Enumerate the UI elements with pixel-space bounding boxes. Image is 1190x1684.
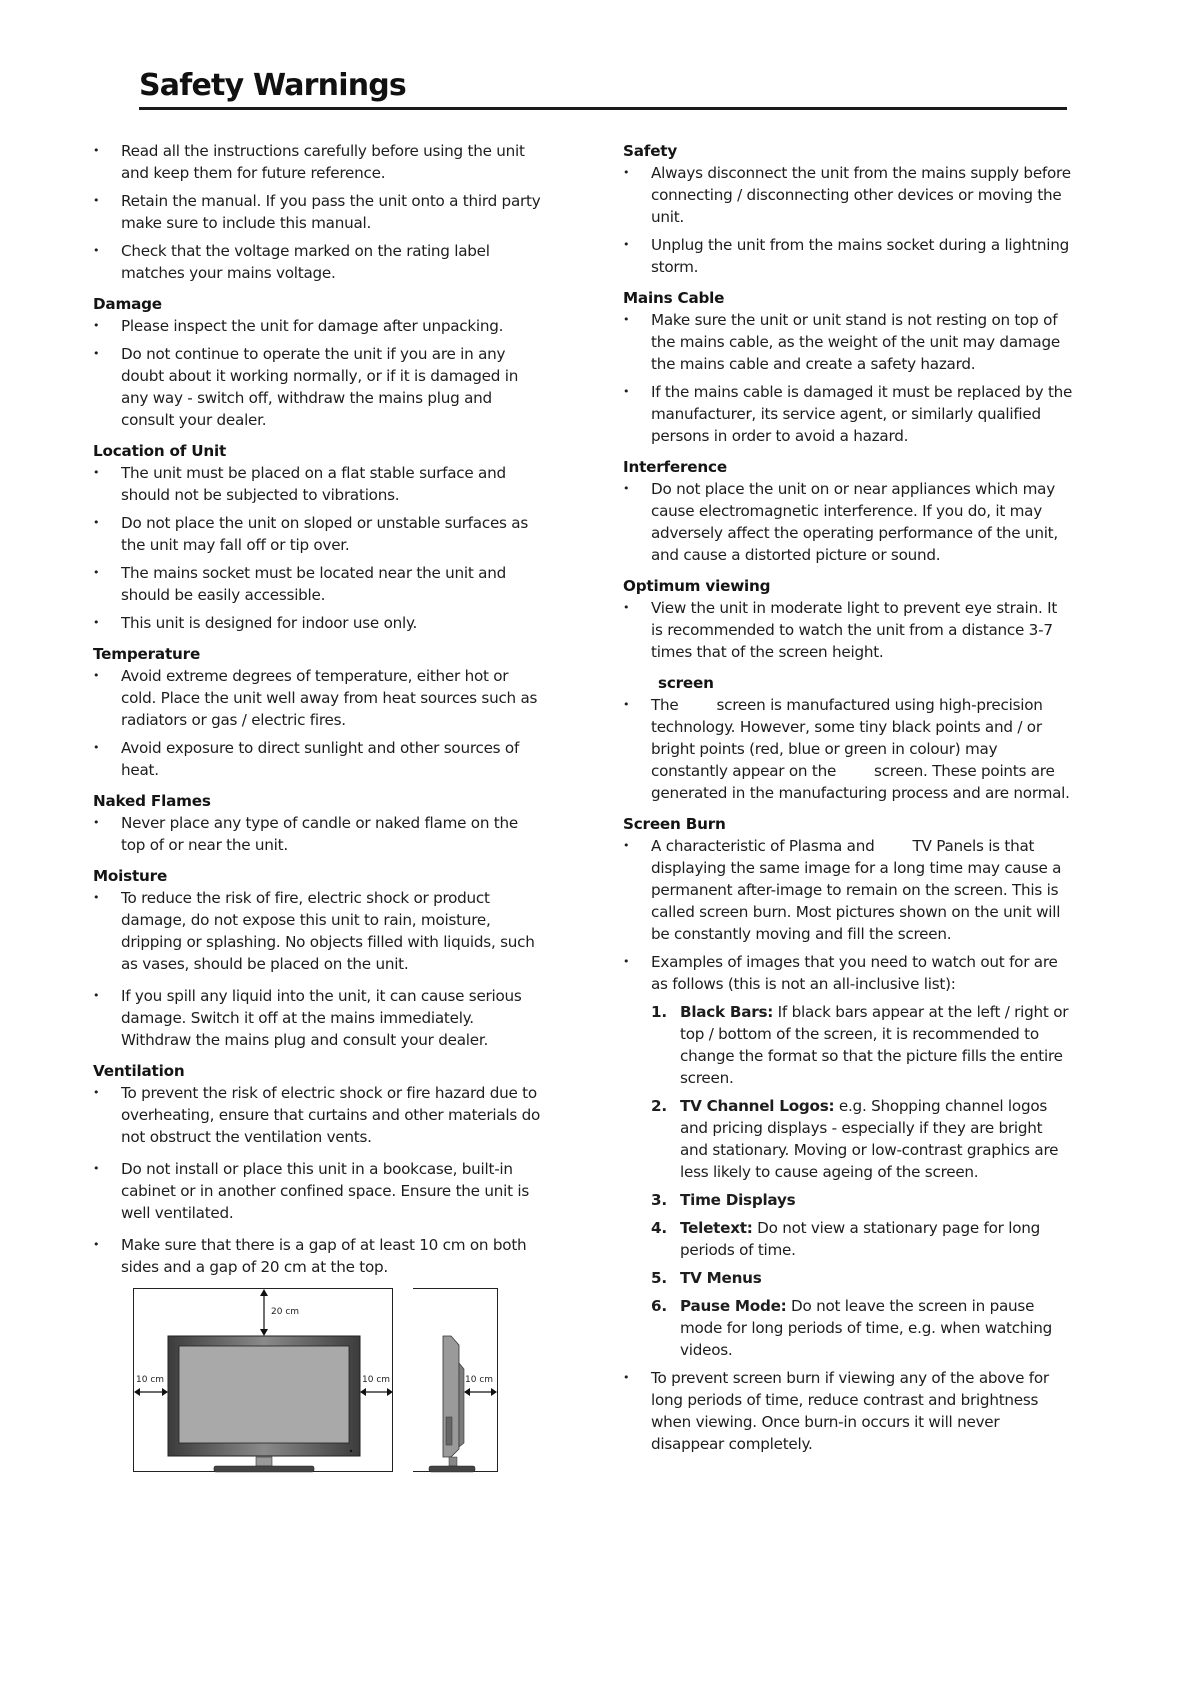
section-heading: Ventilation <box>93 1062 185 1080</box>
section-optimum-viewing <box>623 575 1073 663</box>
bullet-icon: • <box>93 319 100 332</box>
list-item: • Please inspect the unit for damage after unpacking. <box>93 317 504 335</box>
bullet-icon: • <box>93 669 100 682</box>
section-heading: Temperature <box>93 645 201 663</box>
bullet-icon: • <box>623 698 630 711</box>
bullet-icon: • <box>93 891 100 904</box>
rear-gap-label: 10 cm <box>465 1375 494 1385</box>
numbered-item: 6. Pause Mode: Do not leave the screen in pause mode for long periods of time, e.g. when watching videos. <box>651 1297 1052 1359</box>
bullet-icon: • <box>93 466 100 479</box>
section-heading: Moisture <box>93 867 168 885</box>
intro-list <box>93 140 543 284</box>
bullet-icon: • <box>93 1162 100 1175</box>
bullet-icon: • <box>623 482 630 495</box>
list-item: • To reduce the risk of fire, electric shock or product damage, do not expose this unit to rain, moisture, dripping or splashing. No objects filled with liquids, such as vases, should be placed on the unit. <box>93 889 535 973</box>
section-heading: Screen Burn <box>623 815 726 833</box>
bullet-icon: • <box>623 955 630 968</box>
list-item: • A characteristic of Plasma and TV Panels is that displaying the same image for a long time may cause a permanent after-image to remain on the screen. This is called screen burn. Most pictures shown on the unit will be constantly moving and fill the screen. <box>623 837 1062 943</box>
section-heading: screen <box>658 674 714 692</box>
section-heading: Damage <box>93 295 162 313</box>
bullet-icon: • <box>93 566 100 579</box>
section-heading: Naked Flames <box>93 792 211 810</box>
list-item: • Examples of images that you need to watch out for are as follows (this is not an all-inclusive list): 1. Black Bars: If black bars appear at the left / right or top / bottom of the screen, it is recommended to change the format so that the picture fills the entire screen. 2. TV Channel Logos: e.g. Shopping channel logos and pricing displays - especially if they are bright and stationary. Moving or low-contrast graphics are less likely to cause ageing of the screen. 3. Time Displays 4. Teletext: Do not view a stationary page for long periods of time. 5. TV Menus 6. Pause Mode: Do not leave the screen in pause mode for long periods of time, e.g. when watching videos. <box>623 951 1073 1361</box>
bullet-icon: • <box>93 989 100 1002</box>
section-heading: Safety <box>623 142 678 160</box>
numbered-item: 2. TV Channel Logos: e.g. Shopping channel logos and pricing displays - especially if they are bright and stationary. Moving or low-contrast graphics are less likely to cause ageing of the screen. <box>651 1097 1059 1181</box>
section-damage <box>93 293 543 431</box>
tv-side-view <box>413 1288 498 1472</box>
bullet-icon: • <box>623 313 630 326</box>
bullet-icon: • <box>623 601 630 614</box>
list-item: • Do not place the unit on or near appliances which may cause electromagnetic interference. If you do, it may adversely affect the operating performance of the unit, and cause a distorted picture or sound. <box>623 480 1058 564</box>
list-item: • Make sure the unit or unit stand is not resting on top of the mains cable, as the weight of the unit may damage the mains cable and create a safety hazard. <box>623 311 1060 373</box>
list-item: • Avoid extreme degrees of temperature, either hot or cold. Place the unit well away from heat sources such as radiators or gas / electric fires. <box>93 667 538 729</box>
numbered-item: 3. Time Displays <box>651 1191 796 1209</box>
list-item: • Unplug the unit from the mains socket during a lightning storm. <box>623 236 1069 276</box>
right-column <box>623 140 1073 1461</box>
bullet-icon: • <box>93 1086 100 1099</box>
top-gap-label: 20 cm <box>271 1307 300 1317</box>
tv-front-view <box>133 1288 393 1472</box>
list-item: • Do not continue to operate the unit if you are in any doubt about it working normally, or if it is damaged in any way - switch off, withdraw the mains plug and consult your dealer. <box>93 345 519 429</box>
list-item: • This unit is designed for indoor use only. <box>93 614 418 632</box>
section-interference <box>623 456 1073 566</box>
section-moisture <box>93 865 543 1051</box>
numbered-item: 5. TV Menus <box>651 1269 762 1287</box>
bullet-icon: • <box>93 741 100 754</box>
bullet-icon: • <box>93 194 100 207</box>
section-screen <box>623 672 1073 804</box>
ventilation-clearance-diagram <box>93 1288 543 1484</box>
list-item: • If the mains cable is damaged it must be replaced by the manufacturer, its service agent, or similarly qualified persons in order to avoid a hazard. <box>623 383 1073 445</box>
bullet-icon: • <box>93 144 100 157</box>
section-location <box>93 440 543 634</box>
bullet-icon: • <box>623 839 630 852</box>
bullet-icon: • <box>93 244 100 257</box>
title-rule <box>139 107 1067 110</box>
section-temperature <box>93 643 543 781</box>
list-item: • View the unit in moderate light to prevent eye strain. It is recommended to watch the unit from a distance 3-7 times that of the screen height. <box>623 599 1058 661</box>
bullet-icon: • <box>623 238 630 251</box>
list-item: • The screen is manufactured using high-precision technology. However, some tiny black points and / or bright points (red, blue or green in colour) may constantly appear on the screen. These points are generated in the manufacturing process and are normal. <box>623 696 1070 802</box>
bullet-icon: • <box>93 1238 100 1251</box>
bullet-icon: • <box>623 1371 630 1384</box>
left-gap-label: 10 cm <box>136 1375 165 1385</box>
section-heading: Mains Cable <box>623 289 725 307</box>
bullet-icon: • <box>93 347 100 360</box>
list-item: • Retain the manual. If you pass the unit onto a third party make sure to include this manual. <box>93 192 541 232</box>
section-heading: Optimum viewing <box>623 577 771 595</box>
list-item: • To prevent screen burn if viewing any of the above for long periods of time, reduce contrast and brightness when viewing. Once burn-in occurs it will never disappear completely. <box>623 1369 1049 1453</box>
section-screen-burn <box>623 813 1073 1455</box>
examples-list <box>651 1001 1073 1361</box>
bullet-icon: • <box>93 616 100 629</box>
bullet-icon: • <box>623 385 630 398</box>
bullet-icon: • <box>93 816 100 829</box>
section-mains-cable <box>623 287 1073 447</box>
section-heading: Interference <box>623 458 727 476</box>
list-item: • The mains socket must be located near the unit and should be easily accessible. <box>93 564 506 604</box>
right-gap-label: 10 cm <box>362 1375 391 1385</box>
section-ventilation <box>93 1060 543 1278</box>
tv-front-icon <box>134 1289 394 1473</box>
numbered-item: 4. Teletext: Do not view a stationary page for long periods of time. <box>651 1219 1041 1259</box>
section-naked-flames <box>93 790 543 856</box>
bullet-icon: • <box>623 166 630 179</box>
list-item: • Avoid exposure to direct sunlight and other sources of heat. <box>93 739 520 779</box>
list-item: • To prevent the risk of electric shock or fire hazard due to overheating, ensure that curtains and other materials do not obstruct the ventilation vents. <box>93 1084 541 1146</box>
list-item: • Do not install or place this unit in a bookcase, built-in cabinet or in another confined space. Ensure the unit is well ventilated. <box>93 1160 529 1222</box>
list-item: • The unit must be placed on a flat stable surface and should not be subjected to vibrations. <box>93 464 506 504</box>
list-item: • Always disconnect the unit from the mains supply before connecting / disconnecting other devices or moving the unit. <box>623 164 1071 226</box>
bullet-icon: • <box>93 516 100 529</box>
section-safety <box>623 140 1073 278</box>
page-title: Safety Warnings <box>139 68 406 103</box>
list-item: • Do not place the unit on sloped or unstable surfaces as the unit may fall off or tip over. <box>93 514 528 554</box>
list-item: • Read all the instructions carefully before using the unit and keep them for future reference. <box>93 142 525 182</box>
list-item: • Make sure that there is a gap of at least 10 cm on both sides and a gap of 20 cm at the top. <box>93 1236 527 1276</box>
list-item: • Check that the voltage marked on the rating label matches your mains voltage. <box>93 242 490 282</box>
numbered-item: 1. Black Bars: If black bars appear at the left / right or top / bottom of the screen, it is recommended to change the format so that the picture fills the entire screen. <box>651 1003 1069 1087</box>
list-item: • If you spill any liquid into the unit, it can cause serious damage. Switch it off at the mains immediately. Withdraw the mains plug and consult your dealer. <box>93 987 522 1049</box>
left-column <box>93 140 543 1484</box>
section-heading: Location of Unit <box>93 442 227 460</box>
list-item: • Never place any type of candle or naked flame on the top of or near the unit. <box>93 814 518 854</box>
